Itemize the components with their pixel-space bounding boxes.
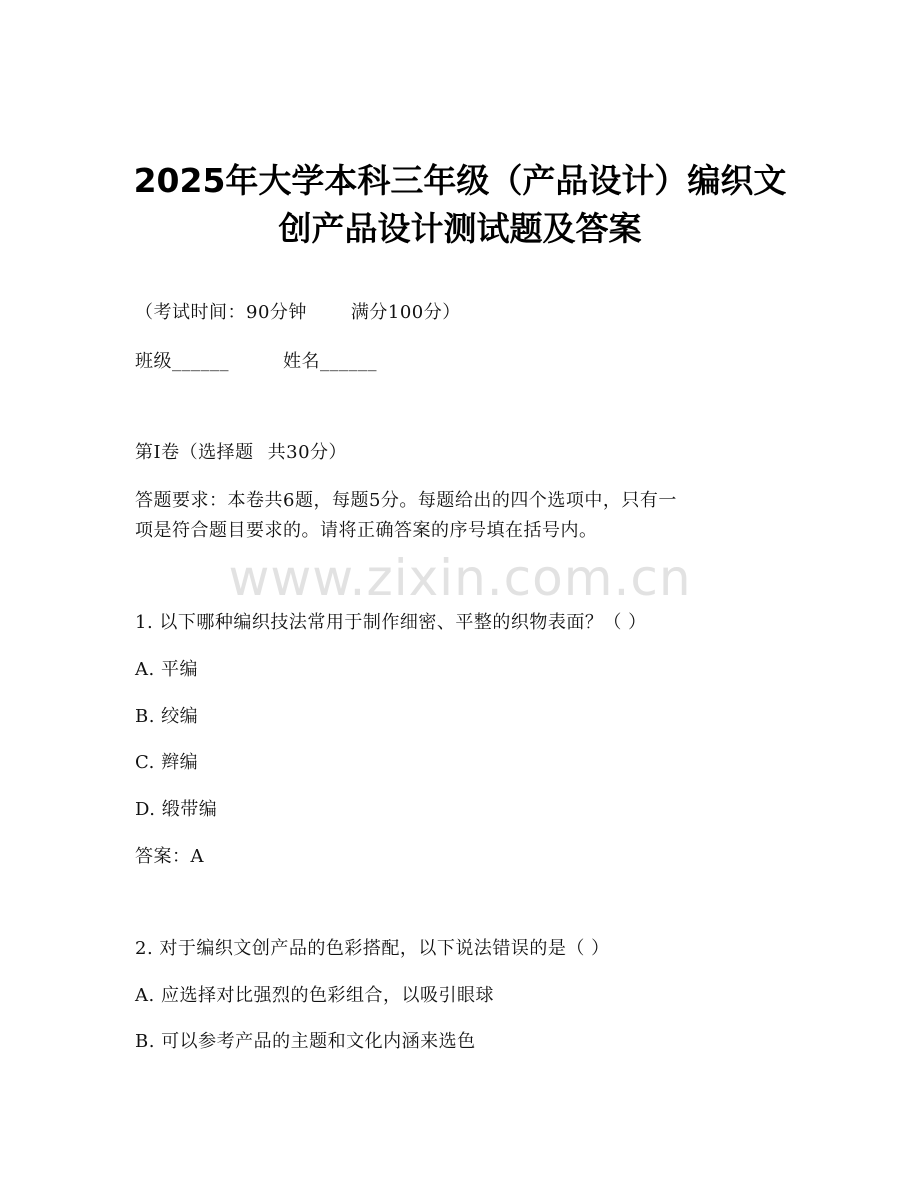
question-1-option-c: C. 辫编 [135,752,199,773]
question-2-option-b: B. 可以参考产品的主题和文化内涵来选色 [135,1031,476,1052]
question-1-option-b: B. 绞编 [135,706,199,727]
doc-title-line-1: 2025年大学本科三年级（产品设计）编织文 [133,161,787,200]
question-1-answer: 答案：A [135,846,204,867]
name-label: 姓名______ [283,351,377,372]
watermark: www.zixin.com.cn [228,549,692,607]
instructions-line-2: 项是符合题目要求的。请将正确答案的序号填在括号内。 [135,520,598,541]
instructions-line-1: 答题要求：本卷共6题，每题5分。每题给出的四个选项中，只有一 [135,490,677,511]
section-title: 第Ⅰ卷（选择题 [135,442,254,463]
question-2-option-a: A. 应选择对比强烈的色彩组合，以吸引眼球 [135,985,494,1006]
question-1-option-d: D. 缎带编 [135,799,218,820]
exam-info [135,301,461,325]
class-label: 班级______ [135,351,229,372]
question-1-stem: 1. 以下哪种编织技法常用于制作细密、平整的织物表面？（ ） [135,612,647,633]
section-heading [135,441,347,465]
doc-title-line-2: 创产品设计测试题及答案 [278,209,642,248]
question-1-option-a: A. 平编 [135,659,198,680]
section-points: 共30分） [267,442,348,463]
student-info [135,350,377,374]
question-2-stem: 2. 对于编织文创产品的色彩搭配，以下说法错误的是（ ） [135,938,610,959]
full-score: 满分100分） [350,302,461,323]
exam-time: （考试时间：90分钟 [135,302,307,323]
